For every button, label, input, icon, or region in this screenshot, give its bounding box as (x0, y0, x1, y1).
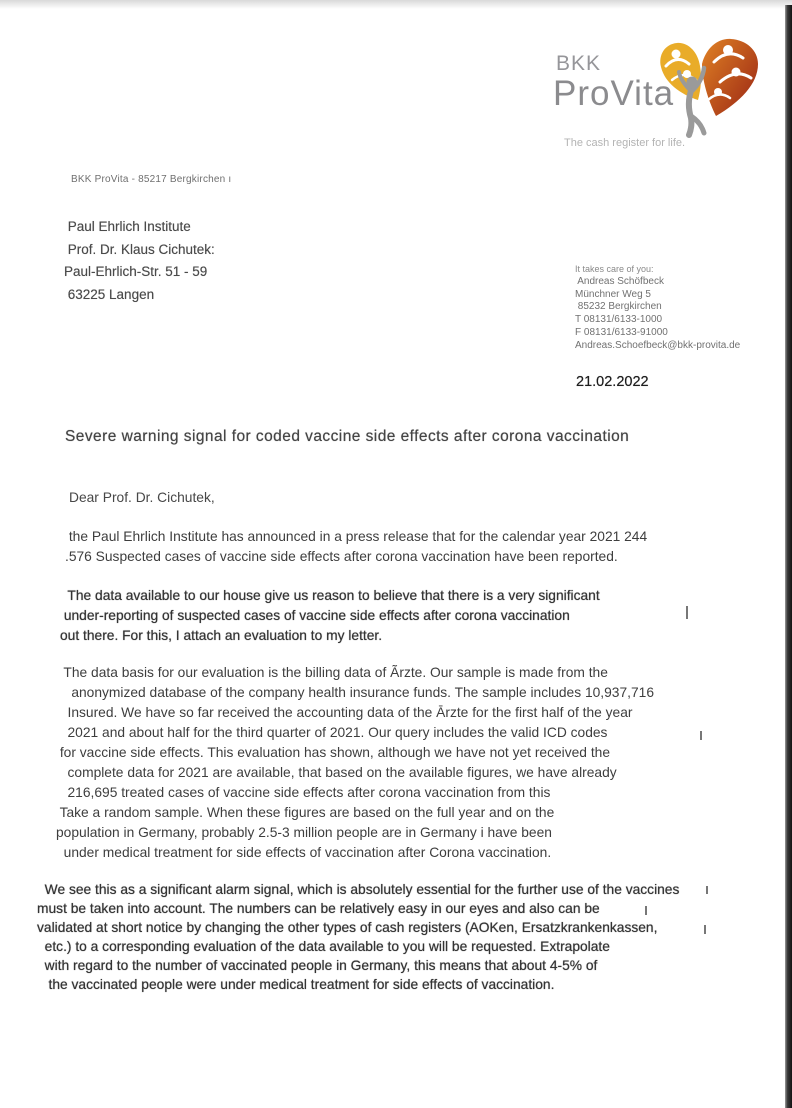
text-line: complete data for 2021 are available, that based on the available figures, we have already (56, 765, 617, 780)
text-line: 216,695 treated cases of vaccine side effects after corona vaccination from this (56, 785, 551, 800)
text-line: Münchner Weg 5 (575, 288, 651, 300)
logo-brand-bkk: BKK (556, 52, 602, 75)
letter-date: 21.02.2022 (576, 374, 649, 390)
text-line: .576 Suspected cases of vaccine side effects after corona vaccination have been reported. (65, 549, 618, 564)
subject-line: Severe warning signal for coded vaccine side effects after corona vaccination (65, 428, 630, 445)
text-line: under-reporting of suspected cases of vaccine side effects after corona vaccination (60, 608, 570, 623)
heart-logo-icon (656, 36, 764, 138)
body-paragraph-4 (37, 880, 679, 994)
text-line: The data available to our house give us reason to believe that there is a very significant (60, 588, 600, 603)
text-line: anonymized database of the company health insurance funds. The sample includes 10,937,716 (56, 685, 655, 700)
scan-right-edge (785, 5, 792, 1108)
scan-speckle (686, 606, 688, 619)
text-line: The data basis for our evaluation is the billing data of Ãrzte. Our sample is made from the (56, 665, 608, 680)
contact-block (575, 264, 740, 352)
contact-caption: It takes care of you: (575, 264, 654, 274)
logo-brand-provita: ProVita (553, 74, 675, 113)
text-line: for vaccine side effects. This evaluation has shown, although we have not yet received the (56, 745, 610, 760)
contact-lines (575, 276, 740, 352)
scan-speckle (645, 906, 647, 915)
text-line: with regard to the number of vaccinated people in Germany, this means that about 4-5% of (37, 958, 598, 973)
body-paragraph-2 (60, 586, 600, 646)
text-line: Paul-Ehrlich-Str. 51 - 59 (64, 264, 208, 280)
text-line: F 08131/6133-91000 (575, 326, 668, 338)
text-line: under medical treatment for side effects of vaccination after Corona vaccination. (56, 845, 552, 860)
recipient-address (64, 216, 215, 307)
scan-top-shadow (0, 0, 792, 9)
body-paragraph-3 (56, 663, 654, 863)
scan-speckle (704, 925, 706, 934)
text-line: population in Germany, probably 2.5-3 million people are in Germany i have been (56, 825, 552, 840)
text-line: 63225 Langen (64, 287, 155, 303)
scan-speckle (700, 731, 702, 740)
text-line: Take a random sample. When these figures are based on the full year and on the (56, 805, 555, 820)
salutation: Dear Prof. Dr. Cichutek, (69, 490, 215, 505)
logo-tagline: The cash register for life. (564, 137, 686, 149)
leaping-figure-icon (679, 68, 704, 135)
body-paragraph-1 (65, 527, 647, 567)
text-line: We see this as a significant alarm signal, which is absolutely essential for the further use of the vaccines (37, 882, 680, 897)
text-line: the vaccinated people were under medical treatment for side effects of vaccination. (37, 977, 555, 992)
scan-speckle (706, 886, 708, 894)
text-line: validated at short notice by changing the other types of cash registers (AOKen, Ersatzkrankenkassen, (37, 920, 658, 935)
text-line: 85232 Bergkirchen (575, 301, 662, 313)
text-line: must be taken into account. The numbers can be relatively easy in our eyes and also can be (37, 901, 600, 916)
text-line: Prof. Dr. Klaus Cichutek: (64, 241, 215, 257)
text-line: Insured. We have so far received the accounting data of the Ārzte for the first half of the year (56, 705, 633, 720)
text-line: Andreas Schöfbeck (575, 276, 664, 287)
text-line: Paul Ehrlich Institute (64, 219, 191, 234)
text-line: the Paul Ehrlich Institute has announced in a press release that for the calendar year 2021 244 (65, 529, 648, 544)
text-line: T 08131/6133-1000 (575, 314, 663, 326)
text-line: 2021 and about half for the third quarter of 2021. Our query includes the valid ICD codes (56, 725, 608, 740)
sender-return-address: BKK ProVita - 85217 Bergkirchen ı (71, 174, 232, 185)
text-line: out there. For this, I attach an evaluation to my letter. (60, 628, 383, 643)
text-line: etc.) to a corresponding evaluation of the data available to you will be requested. Extrapolate (37, 939, 610, 954)
text-line: Andreas.Schoefbeck@bkk-provita.de (575, 339, 741, 351)
